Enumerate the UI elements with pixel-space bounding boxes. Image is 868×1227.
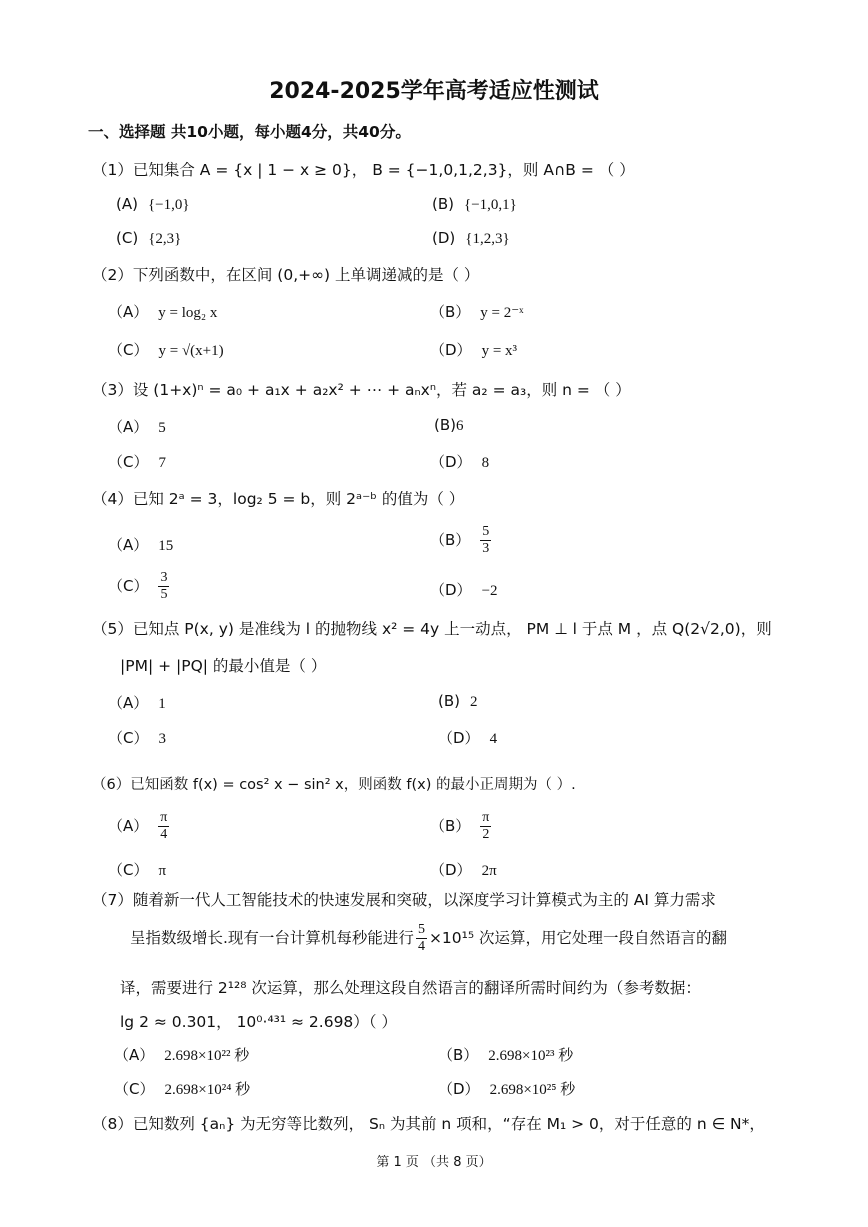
fraction bbox=[158, 810, 169, 843]
q7-option-a bbox=[114, 1044, 249, 1065]
option-label: （C） bbox=[108, 453, 149, 471]
option-value: −2 bbox=[481, 583, 498, 599]
q7-option-c bbox=[114, 1078, 250, 1099]
page-footer: 第 1 页 （共 8 页） bbox=[376, 1155, 492, 1170]
option-value: 15 bbox=[158, 538, 174, 554]
q5-option-c bbox=[108, 727, 166, 748]
q4-option-b bbox=[430, 524, 491, 557]
fraction bbox=[158, 570, 169, 603]
q1-option-b bbox=[432, 195, 517, 214]
option-label: （B） bbox=[430, 303, 471, 321]
q3-option-a bbox=[108, 416, 166, 437]
option-label: （A） bbox=[108, 418, 149, 436]
denominator: 3 bbox=[482, 541, 490, 556]
option-label: （A） bbox=[108, 694, 149, 712]
q7-option-d bbox=[438, 1078, 575, 1099]
page-title: 2024-2025学年高考适应性测试 bbox=[269, 79, 599, 104]
option-value: y = log₂ x bbox=[158, 305, 218, 321]
q5-option-b bbox=[438, 692, 478, 711]
q1-option-c bbox=[116, 229, 181, 248]
option-label: （C） bbox=[108, 577, 149, 595]
option-label: （A） bbox=[108, 303, 149, 321]
q2-option-a bbox=[108, 301, 217, 322]
option-value: {1,2,3} bbox=[465, 231, 510, 247]
numerator: π bbox=[160, 810, 168, 825]
denominator: 4 bbox=[160, 827, 168, 842]
q2-option-d bbox=[430, 339, 517, 360]
option-value: 5 bbox=[158, 420, 166, 436]
option-label: （D） bbox=[438, 1080, 480, 1098]
option-label: （D） bbox=[430, 861, 472, 879]
option-label: (C) bbox=[116, 229, 139, 247]
fraction bbox=[480, 524, 491, 557]
option-label: （D） bbox=[430, 453, 472, 471]
option-label: (A) bbox=[116, 195, 138, 213]
q6-option-a bbox=[108, 810, 169, 843]
fraction bbox=[480, 810, 491, 843]
option-value: 1 bbox=[158, 696, 166, 712]
question-7-line4: lg 2 ≈ 0.301， 10⁰·⁴³¹ ≈ 2.698）（ ） bbox=[120, 1013, 397, 1031]
option-value: {−1,0} bbox=[147, 197, 190, 213]
numerator: π bbox=[482, 810, 490, 825]
option-label: （D） bbox=[430, 341, 472, 359]
option-label: （C） bbox=[108, 729, 149, 747]
denominator: 2 bbox=[482, 827, 490, 842]
option-value: 2 bbox=[470, 694, 478, 710]
q4-option-d bbox=[430, 579, 498, 600]
q6-option-d bbox=[430, 859, 497, 880]
q4-option-a bbox=[108, 534, 173, 555]
option-value: y = √(x+1) bbox=[158, 343, 224, 359]
q7-option-b bbox=[438, 1044, 573, 1065]
question-1-stem: （1）已知集合 A = {x | 1 − x ≥ 0}， B = {−1,0,1,2,3}，则 A∩B = （ ） bbox=[92, 161, 635, 179]
q3-option-c bbox=[108, 451, 166, 472]
numerator: 5 bbox=[417, 922, 425, 937]
option-value: 2π bbox=[481, 863, 497, 879]
section-heading: 一、选择题 共10小题，每小题4分，共40分。 bbox=[88, 123, 411, 141]
option-value: 2.698×10²² 秒 bbox=[164, 1048, 250, 1064]
option-value: 4 bbox=[489, 731, 498, 747]
option-value: 6 bbox=[456, 418, 464, 434]
option-label: （A） bbox=[114, 1046, 155, 1064]
denominator: 4 bbox=[417, 939, 425, 954]
option-value: 8 bbox=[481, 455, 490, 471]
option-label: (B) bbox=[432, 195, 454, 213]
q1-option-d bbox=[432, 229, 510, 248]
option-value: 2.698×10²⁴ 秒 bbox=[164, 1082, 251, 1098]
q6-option-c bbox=[108, 859, 166, 880]
option-label: (B) bbox=[438, 692, 460, 710]
option-value: π bbox=[158, 863, 167, 879]
option-value: 3 bbox=[158, 731, 166, 747]
option-label: (D) bbox=[432, 229, 456, 247]
fraction bbox=[416, 922, 427, 955]
option-label: （D） bbox=[438, 729, 480, 747]
option-value: 2.698×10²³ 秒 bbox=[488, 1048, 574, 1064]
option-value: {−1,0,1} bbox=[464, 197, 517, 213]
option-value: 7 bbox=[158, 455, 166, 471]
q2-option-b bbox=[430, 301, 524, 322]
question-5-stem-line1: （5）已知点 P(x, y) 是准线为 l 的抛物线 x² = 4y 上一动点， PM ⊥ l 于点 M ，点 Q(2√2,0)，则 bbox=[92, 620, 772, 638]
q5-option-a bbox=[108, 692, 166, 713]
option-value: y = x³ bbox=[481, 343, 518, 359]
option-label: （C） bbox=[108, 341, 149, 359]
option-value: {2,3} bbox=[148, 231, 182, 247]
question-8-stem: （8）已知数列 {aₙ} 为无穷等比数列， Sₙ 为其前 n 项和，“存在 M₁ > 0，对于任意的 n ∈ N*， bbox=[92, 1115, 765, 1133]
numerator: 3 bbox=[160, 570, 168, 585]
q4-option-c bbox=[108, 570, 169, 603]
q6-option-b bbox=[430, 810, 491, 843]
option-label: （C） bbox=[114, 1080, 155, 1098]
text-segment: 呈指数级增长.现有一台计算机每秒能进行 bbox=[130, 929, 414, 947]
q5-option-d bbox=[438, 727, 497, 748]
option-label: （B） bbox=[430, 531, 471, 549]
question-2-stem: （2）下列函数中，在区间 (0,+∞) 上单调递减的是（ ） bbox=[92, 266, 480, 284]
option-label: （C） bbox=[108, 861, 149, 879]
question-3-stem: （3）设 (1+x)ⁿ = a₀ + a₁x + a₂x² + ⋯ + aₙxⁿ，若 a₂ = a₃，则 n = （ ） bbox=[92, 381, 631, 399]
q1-option-a bbox=[116, 195, 190, 214]
option-value: y = 2⁻ˣ bbox=[480, 305, 524, 321]
question-5-stem-line2: |PM| + |PQ| 的最小值是（ ） bbox=[120, 657, 327, 675]
option-label: （A） bbox=[108, 536, 149, 554]
denominator: 5 bbox=[160, 587, 168, 602]
question-6-stem: （6）已知函数 f(x) = cos² x − sin² x，则函数 f(x) 的最小正周期为（ ）. bbox=[92, 777, 576, 793]
question-4-stem: （4）已知 2ᵃ = 3，log₂ 5 = b，则 2ᵃ⁻ᵇ 的值为（ ） bbox=[92, 490, 465, 508]
option-label: （B） bbox=[430, 817, 471, 835]
option-value: 2.698×10²⁵ 秒 bbox=[489, 1082, 576, 1098]
text-segment: ×10¹⁵ 次运算，用它处理一段自然语言的翻 bbox=[428, 929, 728, 947]
question-7-line2 bbox=[130, 922, 727, 955]
numerator: 5 bbox=[482, 524, 490, 539]
option-label: （A） bbox=[108, 817, 149, 835]
question-7-line3: 译，需要进行 2¹²⁸ 次运算，那么处理这段自然语言的翻译所需时间约为（参考数据： bbox=[120, 979, 701, 997]
option-label: （D） bbox=[430, 581, 472, 599]
question-7-line1: （7）随着新一代人工智能技术的快速发展和突破，以深度学习计算模式为主的 AI 算力需求 bbox=[92, 891, 716, 909]
option-label: （B） bbox=[438, 1046, 479, 1064]
q2-option-c bbox=[108, 339, 224, 360]
q3-option-b bbox=[434, 416, 464, 435]
q3-option-d bbox=[430, 451, 489, 472]
option-label: (B) bbox=[434, 416, 456, 434]
